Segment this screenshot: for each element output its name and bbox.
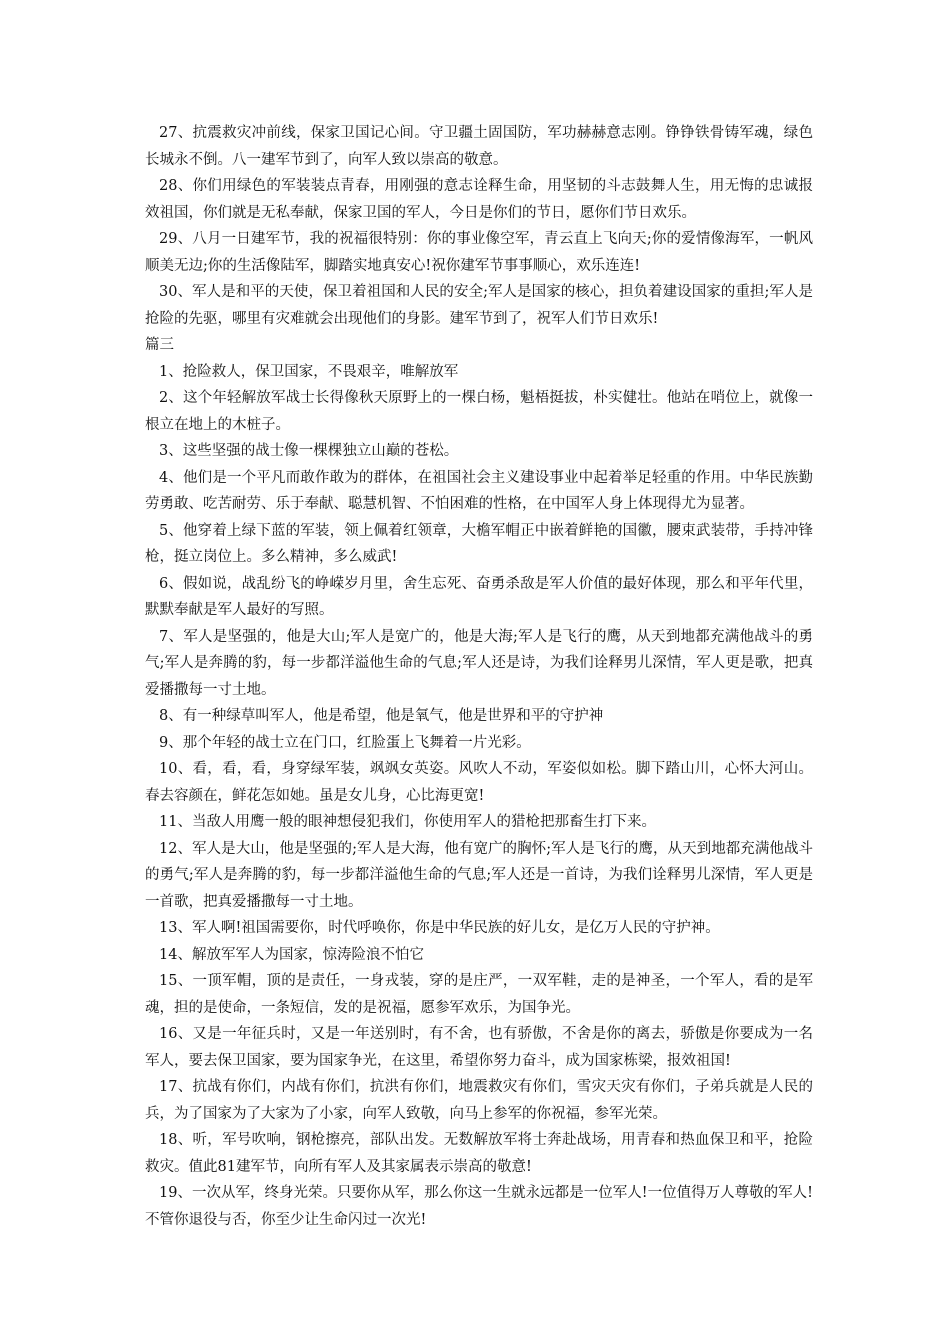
paragraph-11: 11、当敌人用鹰一般的眼神想侵犯我们，你使用军人的猎枪把那畜生打下来。 bbox=[159, 814, 656, 830]
paragraph-13: 13、军人啊!祖国需要你，时代呼唤你，你是中华民族的好儿女，是亿万人民的守护神。 bbox=[159, 920, 720, 936]
paragraph-10: 10、看，看，看，身穿绿军装，飒飒女英姿。风吹人不动，军姿似如松。脚下踏山川，心怀大河山。春去容颜在，鲜花怎如她。虽是女儿身，心比海更宽! bbox=[145, 761, 813, 804]
paragraph-28: 28、你们用绿色的军装装点青春，用刚强的意志诠释生命，用坚韧的斗志鼓舞人生，用无悔的忠诚报效祖国，你们就是无私奉献，保家卫国的军人，今日是你们的节日，愿你们节日欢乐。 bbox=[145, 178, 813, 221]
document-body bbox=[145, 120, 813, 1233]
paragraph-7: 7、军人是坚强的，他是大山;军人是宽广的，他是大海;军人是飞行的鹰，从天到地都充满他战斗的勇气;军人是奔腾的豹，每一步都洋溢他生命的气息;军人还是诗，为我们诠释男儿深情，军人更是歌，把真爱播撒每一寸土地。 bbox=[145, 628, 813, 698]
paragraph-18: 18、听，军号吹响，钢枪擦亮，部队出发。无数解放军将士奔赴战场，用青春和热血保卫和平，抢险救灾。值此81建军节，向所有军人及其家属表示崇高的敬意! bbox=[145, 1132, 813, 1175]
paragraph-4: 4、他们是一个平凡而敢作敢为的群体，在祖国社会主义建设事业中起着举足轻重的作用。中华民族勤劳勇敢、吃苦耐劳、乐于奉献、聪慧机智、不怕困难的性格，在中国军人身上体现得尤为显著。 bbox=[145, 469, 813, 512]
paragraph-16: 16、又是一年征兵时，又是一年送别时，有不舍，也有骄傲，不舍是你的离去，骄傲是你要成为一名军人，要去保卫国家，要为国家争光，在这里，希望你努力奋斗，成为国家栋梁，报效祖国! bbox=[145, 1026, 813, 1069]
paragraph-2: 2、这个年轻解放军战士长得像秋天原野上的一棵白杨，魁梧挺拔，朴实健壮。他站在哨位上，就像一根立在地上的木桩子。 bbox=[145, 390, 813, 433]
paragraph-14: 14、解放军军人为国家，惊涛险浪不怕它 bbox=[159, 946, 424, 963]
paragraph-29: 29、八月一日建军节，我的祝福很特别：你的事业像空军，青云直上飞向天;你的爱情像海军，一帆风顺美无边;你的生活像陆军，脚踏实地真安心!祝你建军节事事顺心，欢乐连连! bbox=[145, 231, 813, 274]
paragraph-1: 1、抢险救人，保卫国家，不畏艰辛，唯解放军 bbox=[159, 363, 459, 380]
paragraph-3: 3、这些坚强的战士像一棵棵独立山巅的苍松。 bbox=[159, 443, 459, 459]
paragraph-30: 30、军人是和平的天使，保卫着祖国和人民的安全;军人是国家的核心，担负着建设国家的重担;军人是抢险的先驱，哪里有灾难就会出现他们的身影。建军节到了，祝军人们节日欢乐! bbox=[145, 284, 813, 327]
paragraph-15: 15、一顶军帽，顶的是责任，一身戎装，穿的是庄严，一双军鞋，走的是神圣，一个军人，看的是军魂，担的是使命，一条短信，发的是祝福，愿参军欢乐，为国争光。 bbox=[145, 973, 813, 1016]
paragraph-5: 5、他穿着上绿下蓝的军装，领上佩着红领章，大檐军帽正中嵌着鲜艳的国徽，腰束武装带，手持冲锋枪，挺立岗位上。多么精神，多么威武! bbox=[145, 522, 813, 565]
paragraph-9: 9、那个年轻的战士立在门口，红脸蛋上飞舞着一片光彩。 bbox=[159, 734, 531, 751]
paragraph-27: 27、抗震救灾冲前线，保家卫国记心间。守卫疆土固国防，军功赫赫意志刚。铮铮铁骨铸军魂，绿色长城永不倒。八一建军节到了，向军人致以崇高的敬意。 bbox=[145, 125, 813, 168]
paragraph-19: 19、一次从军，终身光荣。只要你从军，那么你这一生就永远都是一位军人!一位值得万人尊敬的军人!不管你退役与否，你至少让生命闪过一次光! bbox=[145, 1185, 813, 1228]
paragraph-6: 6、假如说，战乱纷飞的峥嵘岁月里，舍生忘死、奋勇杀敌是军人价值的最好体现，那么和平年代里，默默奉献是军人最好的写照。 bbox=[145, 575, 813, 618]
paragraph-17: 17、抗战有你们，内战有你们，抗洪有你们，地震救灾有你们，雪灾天灾有你们，子弟兵就是人民的兵，为了国家为了大家为了小家，向军人致敬，向马上参军的你祝福，参军光荣。 bbox=[145, 1079, 813, 1122]
paragraph-12: 12、军人是大山，他是坚强的;军人是大海，他有宽广的胸怀;军人是飞行的鹰，从天到地都充满他战斗的勇气;军人是奔腾的豹，每一步都洋溢他生命的气息;军人还是一首诗，为我们诠释男儿深情，军人更是一首歌，把真爱播撒每一寸土地。 bbox=[145, 840, 813, 910]
paragraph-8: 8、有一种绿草叫军人，他是希望，他是氧气，他是世界和平的守护神 bbox=[159, 708, 604, 724]
section-heading: 篇三 bbox=[145, 337, 174, 353]
